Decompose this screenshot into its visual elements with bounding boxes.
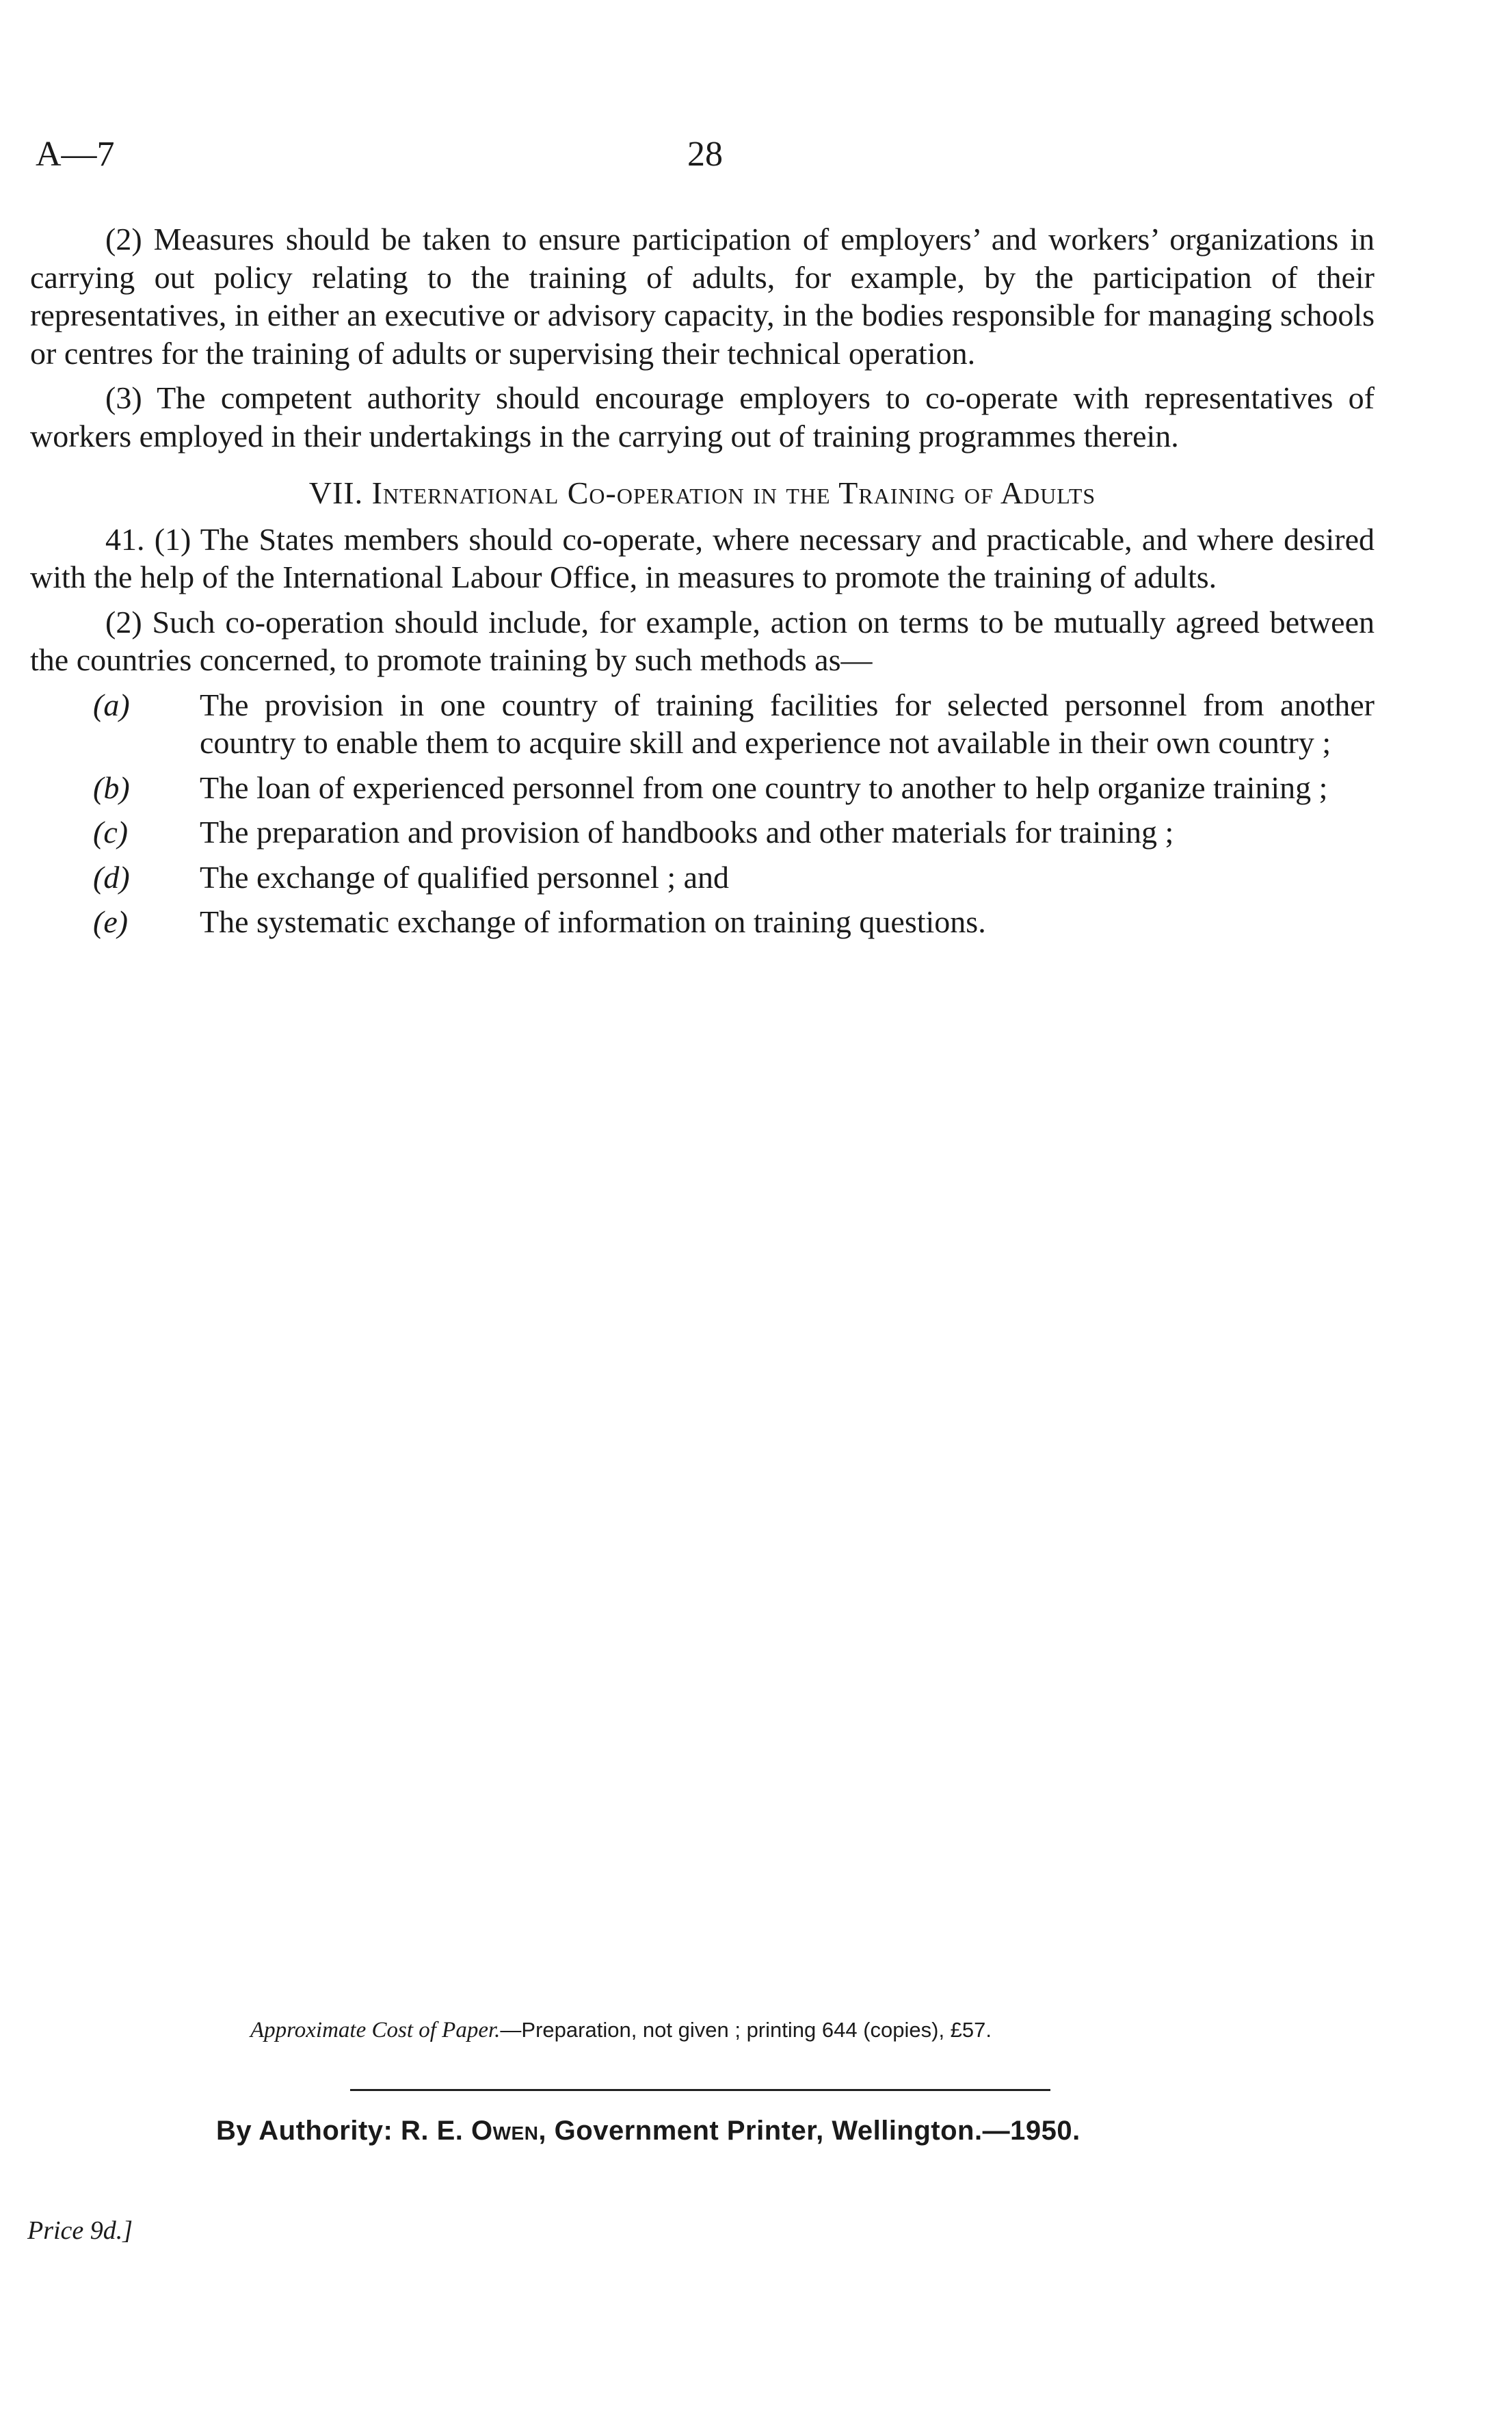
list-item [30, 903, 1375, 941]
list-item [30, 858, 1375, 897]
list-marker: (d) [93, 859, 130, 895]
list-item-text: The exchange of qualified personnel ; and [200, 859, 730, 895]
list-item-text: The provision in one country of training facilities for selected personnel from another country to enable them to acquire skill and experience not available in their own country ; [200, 687, 1375, 760]
list-marker: (c) [93, 815, 129, 850]
paragraph-3: (3) The competent authority should encourage employers to co-operate with representatives of workers employed in their undertakings in the carrying out of training programmes therein. [30, 380, 1375, 454]
paragraph-41-2: (2) Such co-operation should include, for example, action on terms to be mutually agreed between the countries concerned, to promote training by such methods as— [30, 604, 1375, 677]
list-marker: (e) [93, 904, 129, 939]
cost-label: Approximate Cost of Paper. [250, 2018, 501, 2042]
cost-text: —Preparation, not given ; printing 644 (copies), £57. [500, 2018, 992, 2042]
authority-suffix: , Government Printer, Wellington.—1950. [538, 2116, 1080, 2146]
section-heading: VII. International Co-operation in the Training of Adults [308, 475, 1096, 510]
cost-note [250, 2016, 992, 2044]
paragraph-2: (2) Measures should be taken to ensure participation of employers’ and workers’ organizations in carrying out policy relating to the training of adults, for example, by the participation of their representatives, in either an executive or advisory capacity, in the bodies responsible for managing schools or centres for the training of adults or supervising their technical operation. [30, 222, 1375, 371]
list-item [30, 769, 1375, 807]
list-item-text: The preparation and provision of handbooks and other materials for training ; [200, 815, 1174, 850]
divider-rule [350, 2089, 1050, 2091]
list-item-text: The loan of experienced personnel from one country to another to help organize training ; [200, 770, 1328, 805]
page-number: 28 [687, 135, 723, 174]
list-item-text: The systematic exchange of information on training questions. [200, 904, 986, 939]
list-marker: (a) [93, 687, 130, 722]
price-note: Price 9d.] [27, 2216, 133, 2245]
list-marker: (b) [93, 770, 130, 805]
body-text [30, 220, 1375, 948]
paragraph-41-1: 41. (1) The States members should co-operate, where necessary and practicable, and where desired with the help of the International Labour Office, in measures to promote the training of adults. [30, 521, 1375, 594]
authority-prefix: By Authority: [216, 2116, 401, 2146]
printer-name: R. E. Owen [400, 2116, 539, 2146]
list-item [30, 813, 1375, 852]
list-item [30, 686, 1375, 762]
authority-line [216, 2114, 1080, 2148]
document-code: A—7 [36, 135, 115, 174]
